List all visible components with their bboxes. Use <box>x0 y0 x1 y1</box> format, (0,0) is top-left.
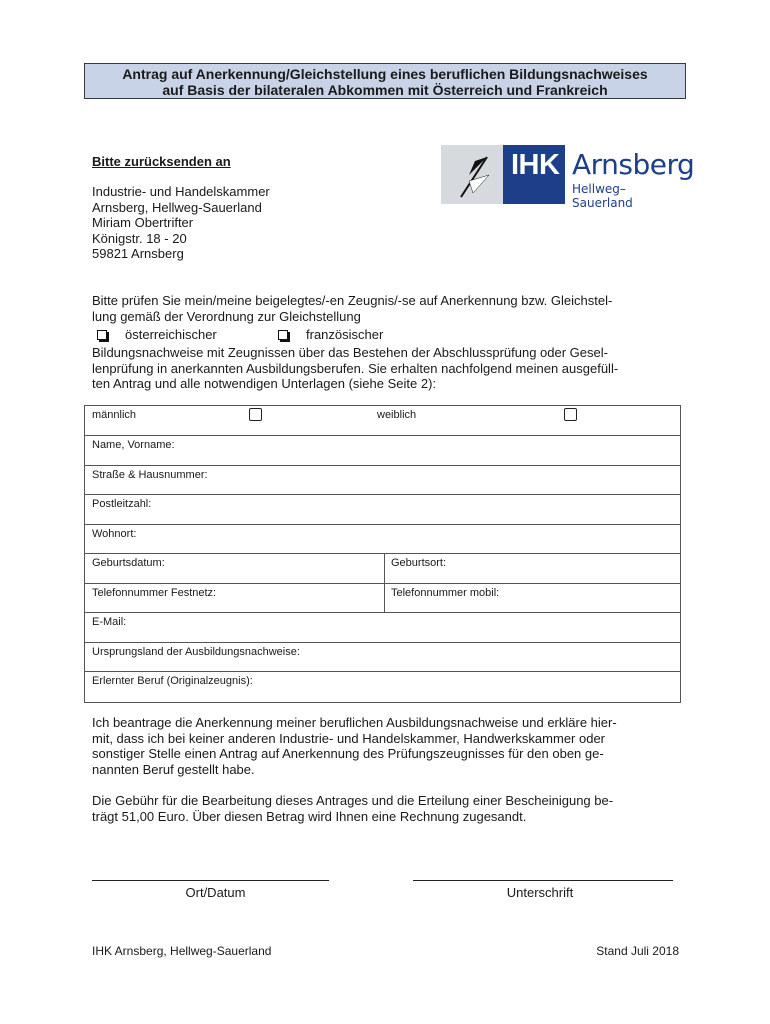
declaration-line: nannten Beruf gestellt habe. <box>92 761 255 777</box>
intro-line: Bitte prüfen Sie mein/meine beigelegtes/-en Zeugnis/-se auf Anerkennung bzw. Gleichstel- <box>92 293 613 308</box>
email-label: E-Mail: <box>92 616 127 628</box>
signature-line[interactable] <box>413 880 673 881</box>
female-label: weiblich <box>377 409 417 421</box>
option-austria-label: österreichischer <box>125 327 217 342</box>
logo-region-text: Hellweg–Sauerland <box>572 182 633 210</box>
name-label: Name, Vorname: <box>92 439 175 451</box>
intro-text-2 <box>92 345 682 392</box>
ihk-logo <box>441 145 695 210</box>
declaration-line: sonstiger Stelle einen Antrag auf Anerkennung des Prüfungszeugnisses für den oben ge- <box>92 746 604 762</box>
intro-line: lung gemäß der Verordnung zur Gleichstellung <box>92 308 361 324</box>
female-checkbox[interactable] <box>564 408 577 421</box>
form-title-line-2: auf Basis der bilateralen Abkommen mit Österreich und Frankreich <box>162 82 608 98</box>
fee-line: Die Gebühr für die Bearbeitung dieses Antrages und die Erteilung einer Bescheinigung be- <box>92 793 614 808</box>
declaration-line: Ich beantrage die Anerkennung meiner beruflichen Ausbildungsnachweise und erkläre hier- <box>92 715 617 730</box>
postal-label: Postleitzahl: <box>92 498 152 510</box>
intro-line: ten Antrag und alle notwendigen Unterlagen (siehe Seite 2): <box>92 376 437 392</box>
form-title-box <box>84 63 686 99</box>
birth-row[interactable] <box>85 554 680 584</box>
return-address <box>92 184 270 262</box>
city-label: Wohnort: <box>92 527 137 540</box>
checkbox-austria-icon[interactable] <box>97 330 107 340</box>
address-line: Miriam Obertrifter <box>92 215 194 231</box>
option-austria[interactable] <box>97 327 217 342</box>
address-line: Arnsberg, Hellweg-Sauerland <box>92 199 262 215</box>
origin-country-label: Ursprungsland der Ausbildungsnachweise: <box>92 645 300 658</box>
profession-label: Erlernter Beruf (Originalzeugnis): <box>92 675 253 687</box>
city-row[interactable] <box>85 525 680 555</box>
name-row[interactable] <box>85 436 680 466</box>
fee-line: trägt 51,00 Euro. Über diesen Betrag wird Ihnen eine Rechnung zugesandt. <box>92 808 527 824</box>
option-france-label: französischer <box>306 327 384 342</box>
return-to-heading: Bitte zurücksenden an <box>92 154 231 169</box>
intro-line: Bildungsnachweise mit Zeugnissen über das Bestehen der Abschlussprüfung oder Gesel- <box>92 345 608 360</box>
logo-ihk-text: IHK <box>511 149 560 181</box>
address-line: 59821 Arnsberg <box>92 246 184 262</box>
male-label: männlich <box>92 409 137 421</box>
footer-left: IHK Arnsberg, Hellweg-Sauerland <box>92 944 272 958</box>
flag-icon <box>447 151 501 201</box>
postal-row[interactable] <box>85 495 680 525</box>
logo-city-text: Arnsberg <box>572 148 695 181</box>
email-row[interactable] <box>85 613 680 643</box>
fee-text <box>92 793 682 824</box>
declaration-line: mit, dass ich bei keiner anderen Industrie- und Handelskammer, Handwerkskammer oder <box>92 730 606 746</box>
applicant-form-table <box>84 405 681 703</box>
option-france[interactable] <box>278 327 383 342</box>
profession-row[interactable] <box>85 672 680 702</box>
intro-text <box>92 293 682 324</box>
place-date-line[interactable] <box>92 880 329 881</box>
birthplace-label: Geburtsort: <box>391 557 447 569</box>
street-label: Straße & Hausnummer: <box>92 468 208 481</box>
birthdate-label: Geburtsdatum: <box>92 557 165 569</box>
column-divider <box>384 554 385 583</box>
address-line: Industrie- und Handelskammer <box>92 184 270 199</box>
gender-row <box>85 406 680 436</box>
footer-right: Stand Juli 2018 <box>596 944 679 958</box>
checkbox-france-icon[interactable] <box>278 330 288 340</box>
phone-mobile-label: Telefonnummer mobil: <box>391 586 500 599</box>
declaration-text <box>92 715 682 777</box>
column-divider <box>384 584 385 613</box>
place-date-label: Ort/Datum <box>185 885 246 900</box>
phone-landline-label: Telefonnummer Festnetz: <box>92 586 217 599</box>
street-row[interactable] <box>85 466 680 496</box>
form-title-line-1: Antrag auf Anerkennung/Gleichstellung eines beruflichen Bildungsnachweises <box>122 66 648 82</box>
address-line: Königstr. 18 - 20 <box>92 230 187 246</box>
male-checkbox[interactable] <box>249 408 262 421</box>
intro-line: lenprüfung in anerkannten Ausbildungsberufen. Sie erhalten nachfolgend meinen ausgefüll- <box>92 360 619 376</box>
signature-label: Unterschrift <box>506 885 574 900</box>
origin-country-row[interactable] <box>85 643 680 673</box>
phone-row[interactable] <box>85 584 680 614</box>
